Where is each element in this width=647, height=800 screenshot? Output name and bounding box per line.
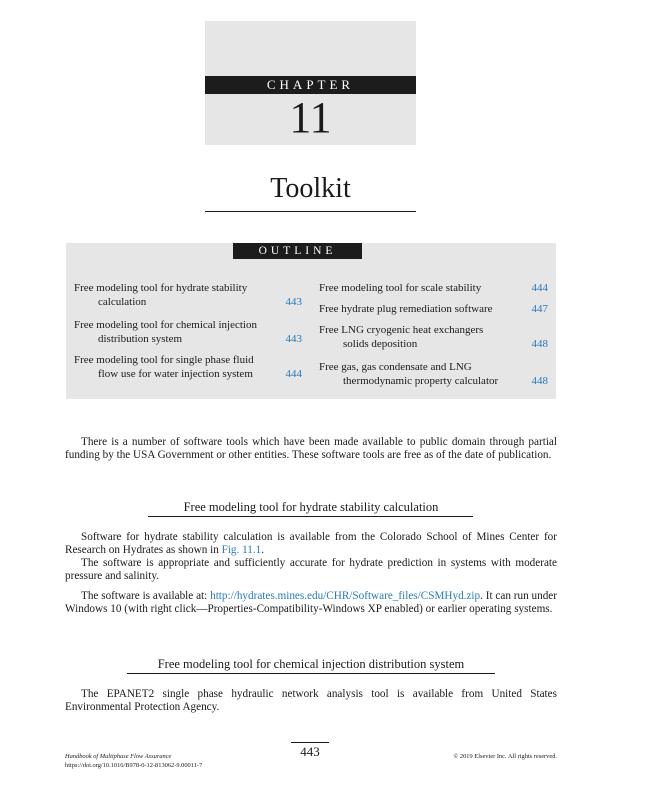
figure-link[interactable]: Fig. 11.1 bbox=[221, 544, 262, 557]
outline-item-page: 444 bbox=[285, 368, 302, 380]
outline-item-page: 448 bbox=[531, 375, 548, 387]
outline-item-page: 447 bbox=[531, 303, 548, 315]
outline-item-line1: Free modeling tool for scale stability bbox=[319, 282, 482, 294]
title-rule bbox=[205, 211, 416, 212]
section-heading-rule bbox=[148, 516, 473, 517]
page-number: 443 bbox=[300, 744, 320, 759]
body-paragraph bbox=[65, 590, 557, 617]
outline-item-page: 444 bbox=[531, 282, 548, 294]
outline-item[interactable] bbox=[319, 323, 548, 351]
footer-rule bbox=[291, 742, 329, 743]
outline-item-line1: Free modeling tool for chemical injection bbox=[74, 319, 257, 331]
book-title: Handbook of Multiphase Flow Assurance bbox=[65, 753, 172, 760]
paragraph-text: Software for hydrate stability calculation is available from the Colorado School of Mines Center for Research on Hydrates as shown in bbox=[65, 531, 557, 557]
outline-item-line2: flow use for water injection system bbox=[98, 368, 253, 380]
outline-item-line1: Free modeling tool for hydrate stability bbox=[74, 282, 248, 294]
outline-item-page: 443 bbox=[285, 296, 302, 308]
paragraph-text: . It can run under Windows 10 (with right click—Properties-Compatibility-Windows XP enabled) or earlier operating systems. bbox=[65, 590, 557, 616]
outline-item[interactable] bbox=[74, 281, 302, 309]
body-paragraph: The software is appropriate and sufficiently accurate for hydrate prediction in systems with moderate pressure and salinity. bbox=[65, 557, 557, 583]
outline-item-line1: Free modeling tool for single phase fluid bbox=[74, 354, 254, 366]
outline-label: OUTLINE bbox=[233, 243, 362, 259]
section-heading: Free modeling tool for chemical injection distribution system bbox=[157, 657, 465, 671]
section-heading: Free modeling tool for hydrate stability calculation bbox=[183, 500, 439, 514]
outline-item[interactable] bbox=[319, 360, 548, 388]
paragraph-text: The software is available at: bbox=[81, 590, 211, 602]
outline-item-line2: solids deposition bbox=[343, 338, 418, 350]
section-heading-rule bbox=[127, 673, 495, 674]
outline-item-line2: thermodynamic property calculator bbox=[343, 375, 499, 387]
copyright: © 2019 Elsevier Inc. All rights reserved. bbox=[453, 753, 557, 760]
chapter-number: 11 bbox=[289, 93, 332, 142]
intro-paragraph: There is a number of software tools which have been made available to public domain through partial funding by the USA Government or other entities. These software tools are free as of the date of publication. bbox=[65, 436, 557, 462]
download-link[interactable]: http://hydrates.mines.edu/CHR/Software_files/CSMHyd.zip bbox=[210, 590, 481, 602]
outline-item-line2: distribution system bbox=[98, 333, 183, 345]
outline-item[interactable] bbox=[74, 318, 302, 346]
outline-item-line1: Free LNG cryogenic heat exchangers bbox=[319, 324, 484, 336]
outline-item-line2: calculation bbox=[98, 296, 147, 308]
footer-book-info bbox=[65, 752, 202, 770]
outline-item[interactable] bbox=[74, 353, 302, 381]
chapter-title: Toolkit bbox=[270, 173, 351, 204]
outline-item[interactable] bbox=[319, 281, 548, 295]
paragraph-text: . bbox=[261, 544, 265, 557]
body-paragraph bbox=[65, 531, 557, 558]
body-paragraph: The EPANET2 single phase hydraulic network analysis tool is available from United States Environmental Protection Agency. bbox=[65, 688, 557, 714]
outline-item-line1: Free gas, gas condensate and LNG bbox=[319, 361, 472, 373]
doi-link[interactable]: https://doi.org/10.1016/B978-0-12-813062-9.00011-7 bbox=[65, 762, 203, 769]
outline-item[interactable] bbox=[319, 302, 548, 316]
outline-item-page: 443 bbox=[285, 333, 302, 345]
chapter-label: CHAPTER bbox=[205, 76, 416, 94]
outline-item-line1: Free hydrate plug remediation software bbox=[319, 303, 493, 315]
outline-item-page: 448 bbox=[531, 338, 548, 350]
